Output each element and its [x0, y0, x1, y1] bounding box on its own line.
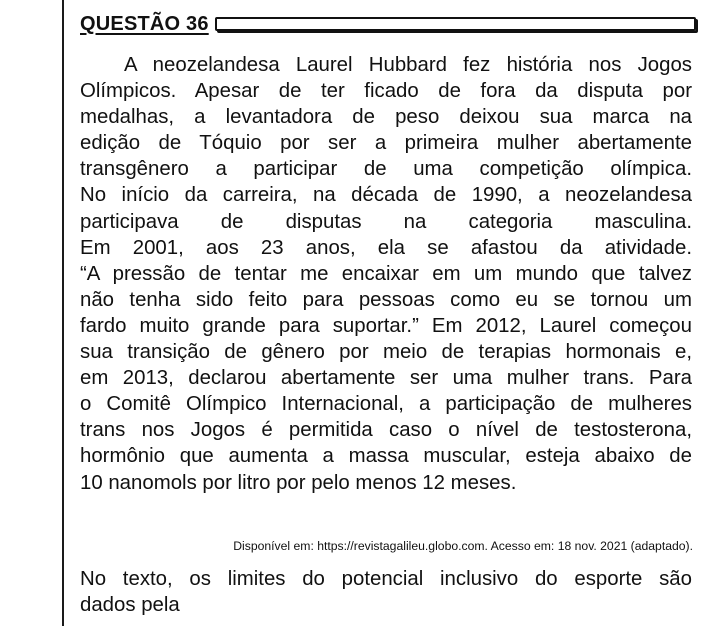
- passage-line: Olímpicos. Apesar de ter ficado de fora da disputa por: [80, 80, 692, 103]
- question-stem: [80, 566, 692, 618]
- passage-line: “A pressão de tentar me encaixar em um mundo que talvez: [80, 262, 692, 285]
- source-citation: Disponível em: https://revistagalileu.globo.com. Acesso em: 18 nov. 2021 (adaptado).: [233, 539, 693, 553]
- passage-line: em 2013, declarou abertamente ser uma mulher trans. Para: [80, 367, 692, 390]
- passage-line: A neozelandesa Laurel Hubbard fez história nos Jogos: [124, 54, 692, 76]
- passage-line: Em 2001, aos 23 anos, ela se afastou da atividade.: [80, 236, 692, 259]
- passage-line: o Comitê Olímpico Internacional, a participação de mulheres: [80, 393, 692, 416]
- question-line: dados pela: [80, 594, 180, 616]
- question-header: [80, 9, 696, 39]
- passage-line: trans nos Jogos é permitida caso o nível de testosterona,: [80, 419, 692, 442]
- passage-line: não tenha sido feito para pessoas como eu se tornou um: [80, 288, 692, 311]
- header-decorative-bar: [215, 17, 696, 31]
- passage-line: No início da carreira, na década de 1990, a neozelandesa: [80, 184, 692, 207]
- passage-line: hormônio que aumenta a massa muscular, esteja abaixo de: [80, 445, 692, 468]
- passage-line: medalhas, a levantadora de peso deixou sua marca na: [80, 106, 692, 129]
- passage-line: fardo muito grande para suportar.” Em 2012, Laurel começou: [80, 314, 692, 337]
- left-margin-rule: [62, 0, 64, 626]
- passage-line: 10 nanomols por litro por pelo menos 12 meses.: [80, 471, 517, 494]
- passage-line: edição de Tóquio por ser a primeira mulher abertamente: [80, 132, 692, 155]
- passage-line: transgênero a participar de uma competição olímpica.: [80, 158, 692, 181]
- question-line: No texto, os limites do potencial inclusivo do esporte são: [80, 568, 692, 590]
- question-title: QUESTÃO 36: [80, 12, 209, 35]
- passage-line: sua transição de gênero por meio de terapias hormonais e,: [80, 341, 692, 364]
- passage-text: [80, 52, 692, 496]
- passage-line: participava de disputas na categoria masculina.: [80, 210, 692, 233]
